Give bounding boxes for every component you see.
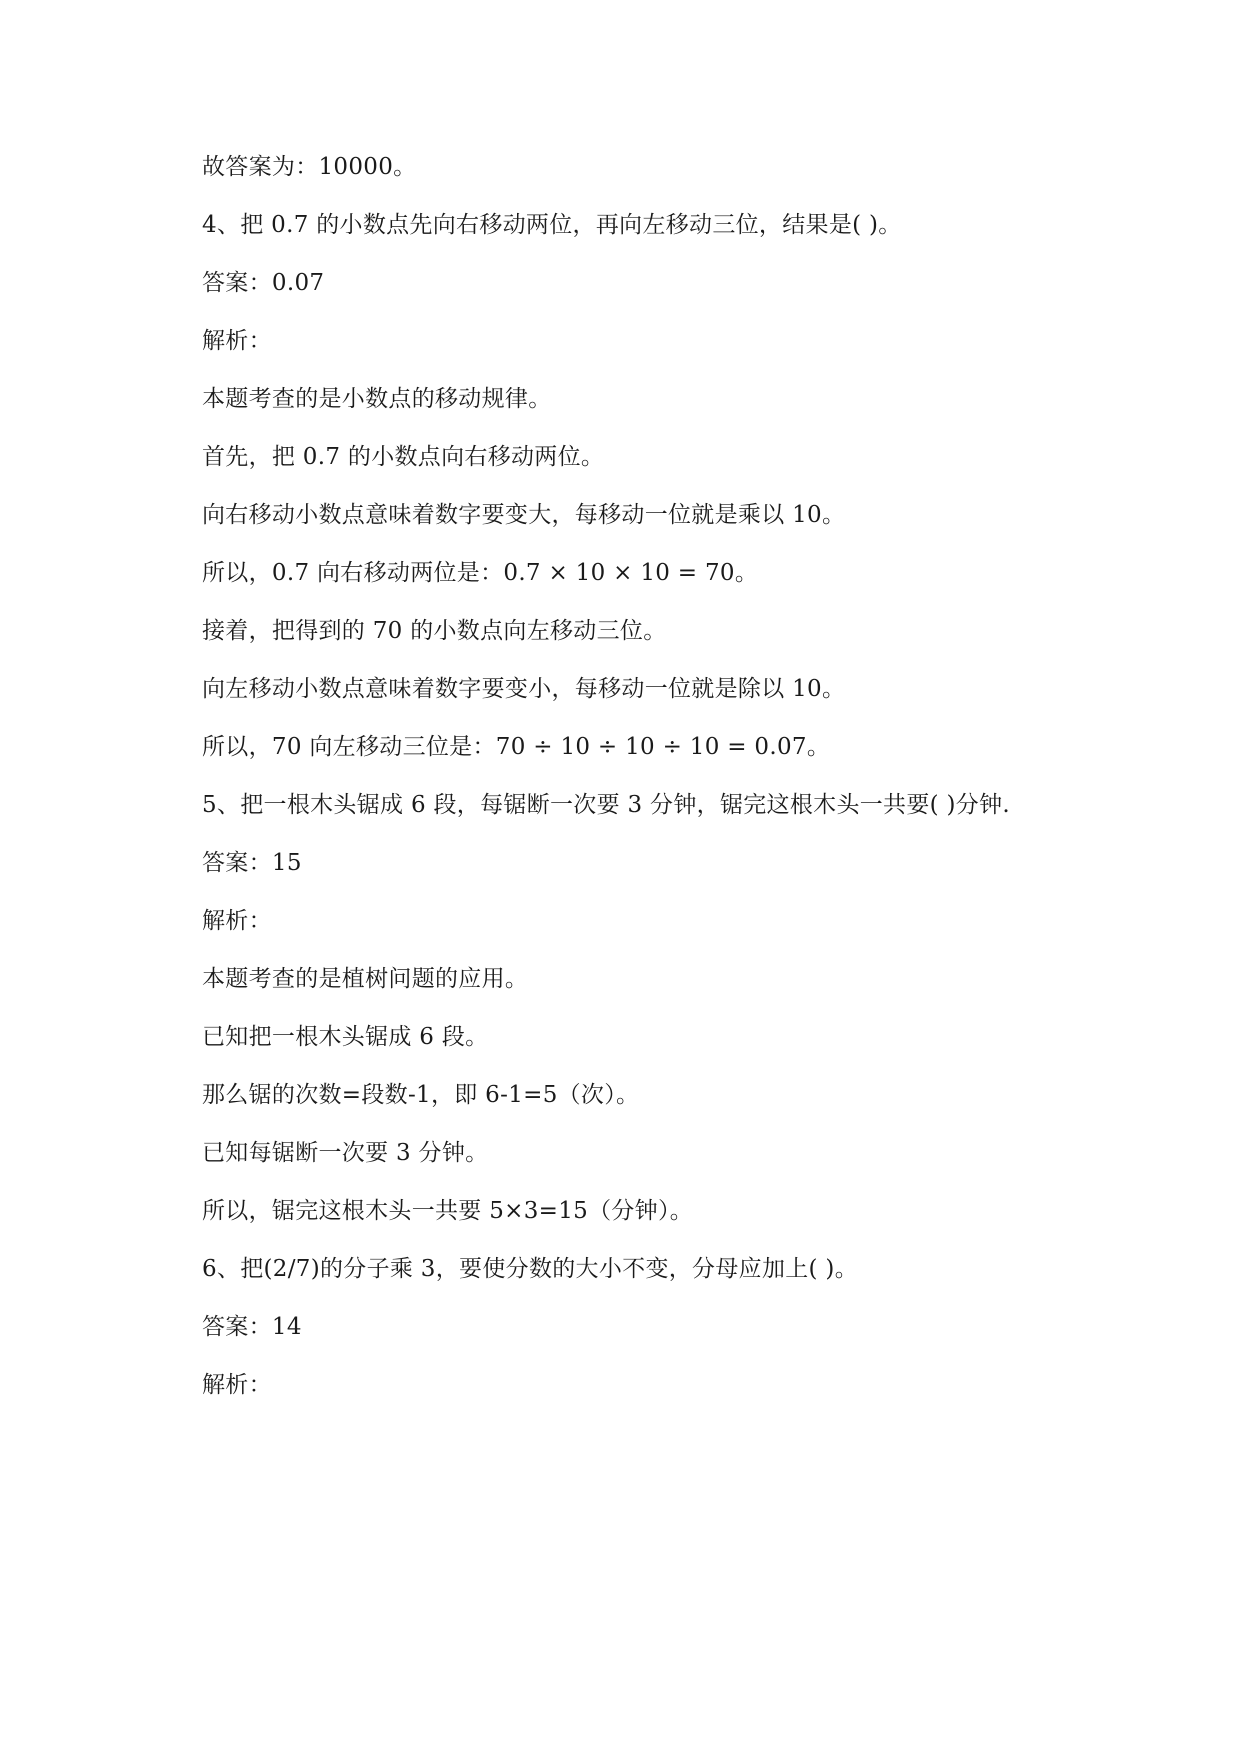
analysis-line: 所以，70 向左移动三位是：70 ÷ 10 ÷ 10 ÷ 10 = 0.07。	[202, 734, 831, 760]
analysis-line: 接着，把得到的 70 的小数点向左移动三位。	[202, 618, 667, 644]
analysis-line: 那么锯的次数=段数-1，即 6-1=5（次）。	[202, 1082, 640, 1108]
analysis-heading-q5: 解析：	[202, 908, 272, 934]
analysis-line: 本题考查的是植树问题的应用。	[202, 966, 529, 992]
analysis-line: 所以，锯完这根木头一共要 5×3=15（分钟）。	[202, 1198, 694, 1224]
question-4: 4、把 0.7 的小数点先向右移动两位，再向左移动三位，结果是( )。	[202, 212, 902, 238]
analysis-line: 向左移动小数点意味着数字要变小，每移动一位就是除以 10。	[202, 676, 846, 702]
analysis-line: 已知每锯断一次要 3 分钟。	[202, 1140, 489, 1166]
analysis-line: 已知把一根木头锯成 6 段。	[202, 1024, 489, 1050]
analysis-heading-q6: 解析：	[202, 1372, 272, 1398]
answer-q4: 答案：0.07	[202, 270, 325, 296]
answer-q6: 答案：14	[202, 1314, 302, 1340]
analysis-line: 首先，把 0.7 的小数点向右移动两位。	[202, 444, 605, 470]
analysis-heading-q4: 解析：	[202, 328, 272, 354]
analysis-line: 本题考查的是小数点的移动规律。	[202, 386, 552, 412]
question-6: 6、把(2/7)的分子乘 3，要使分数的大小不变，分母应加上( )。	[202, 1256, 858, 1282]
answer-q5: 答案：15	[202, 850, 302, 876]
analysis-line: 所以，0.7 向右移动两位是：0.7 × 10 × 10 = 70。	[202, 560, 759, 586]
answer-conclusion-q3: 故答案为：10000。	[202, 154, 417, 180]
question-5: 5、把一根木头锯成 6 段，每锯断一次要 3 分钟，锯完这根木头一共要( )分钟.	[202, 792, 1011, 818]
analysis-line: 向右移动小数点意味着数字要变大，每移动一位就是乘以 10。	[202, 502, 846, 528]
